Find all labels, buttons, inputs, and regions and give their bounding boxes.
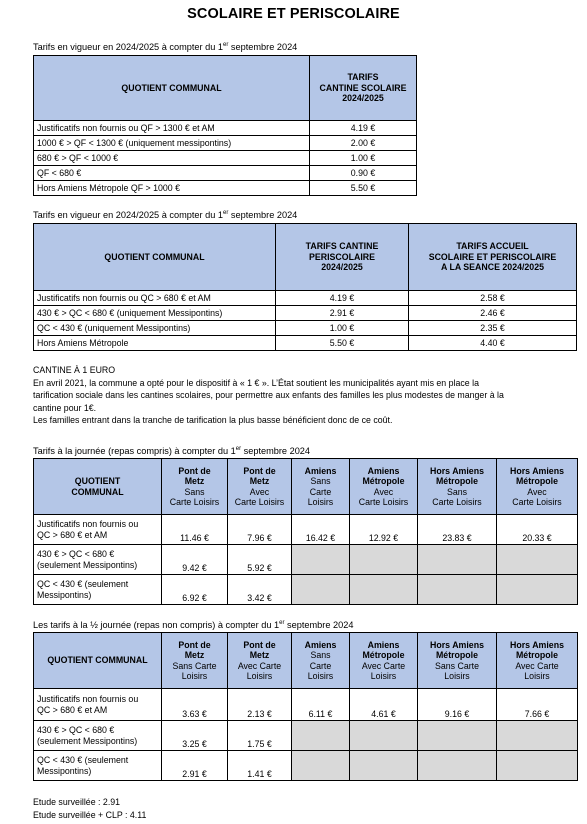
header-sub: Sans Carte [434,660,479,671]
header-sub: Loisirs [307,497,334,507]
row-label: 430 € > QC < 680 € (uniquement Messipontins) [34,306,276,321]
cell-value: 23.83 € [418,515,497,545]
cantine-line: cantine pour 1€. [33,402,97,413]
header-line: Amiens [367,465,400,476]
empty-cell [292,721,350,751]
row-label-line: Messipontins) [37,589,92,600]
table-row [34,181,417,196]
header-line: A LA SEANCE 2024/2025 [440,262,544,273]
cantine-paragraph [33,364,563,427]
header-quotient: QUOTIENT COMMUNAL [34,633,162,689]
caption-text: septembre 2024 [284,620,354,630]
row-label-line: Messipontins) [37,765,92,776]
table-row [34,515,578,545]
header-sub: Loisirs [370,671,397,681]
table-row [34,721,578,751]
header-hors-amiens-avec [497,633,578,689]
header-line: Pont de [178,639,211,650]
empty-cell [497,575,578,605]
row-label [34,575,162,605]
header-line: Hors Amiens [430,465,484,476]
table-accueil-periscolaire [33,223,577,351]
table2-caption [33,210,297,220]
cell-value: 1.75 € [228,721,292,751]
header-quotient: QUOTIENT COMMUNAL [34,56,310,121]
empty-cell [350,545,418,575]
row-label [34,721,162,751]
header-line: Hors Amiens [510,639,564,650]
table-row [34,151,417,166]
caption-sup: er [223,209,229,216]
header-line: TARIFS ACCUEIL [456,241,529,252]
cell-value: 16.42 € [292,515,350,545]
header-sub: Carte Loisirs [512,497,562,507]
header-line: TARIFS CANTINE [305,241,379,252]
caption-text: septembre 2024 [228,210,298,220]
row-label-line: QC < 430 € (seulement [37,579,129,589]
empty-cell [292,575,350,605]
table3-caption [33,446,310,456]
table-row [34,306,577,321]
empty-cell [292,545,350,575]
empty-cell [418,721,497,751]
row-label [34,545,162,575]
row-value: 2.00 € [310,136,417,151]
cell-value: 2.13 € [228,689,292,721]
row-label [34,751,162,781]
header-sub: Carte [309,486,332,497]
row-value: 5.50 € [310,181,417,196]
row-label-line: 430 € > QC < 680 € [37,549,115,559]
header-line: Amiens [304,639,337,650]
row-label: QF < 680 € [34,166,310,181]
table-row [34,121,417,136]
cell-value: 7.66 € [497,689,578,721]
empty-cell [497,545,578,575]
row-label-line: Justificatifs non fournis ou [37,694,139,704]
cell-value: 6.11 € [292,689,350,721]
header-line: TARIFS [347,72,379,83]
row-cantine: 5.50 € [276,336,409,351]
header-sub: Avec Carte [515,660,559,671]
row-label: QC < 430 € (uniquement Messipontins) [34,321,276,336]
cell-value: 3.63 € [162,689,228,721]
header-line: QUOTIENT [74,476,121,486]
table-row [34,321,577,336]
row-cantine: 2.91 € [276,306,409,321]
cell-value: 5.92 € [228,545,292,575]
empty-cell [350,575,418,605]
header-line: Pont de [243,639,276,650]
header-sub: Loisirs [524,671,550,681]
header-hors-amiens-avec [497,459,578,515]
header-line: 2024/2025 [321,262,363,273]
empty-cell [418,545,497,575]
header-sub: Carte Loisirs [234,497,285,507]
empty-cell [292,751,350,781]
table-cantine-scolaire [33,55,417,196]
table-row [34,689,578,721]
header-line: Metz [184,476,205,486]
row-label: Hors Amiens Métropole QF > 1000 € [34,181,310,196]
header-hors-amiens-sans [418,633,497,689]
row-value: 1.00 € [310,151,417,166]
header-amiens-sans [292,633,350,689]
header-line: Metz [249,650,270,660]
header-tarifs-cantine [310,56,417,121]
row-label [34,689,162,721]
empty-cell [350,721,418,751]
header-line: Métropole [515,476,559,486]
page-title: SCOLAIRE ET PERISCOLAIRE [187,6,400,22]
header-line: CANTINE SCOLAIRE [319,82,407,93]
header-line: Metz [249,476,270,486]
header-sub: Sans [184,486,205,497]
cantine-line: Les familles entrant dans la tranche de tarification la plus basse bénéficient donc de ce coût. [33,415,393,426]
empty-cell [418,751,497,781]
table-row [34,136,417,151]
header-line: Hors Amiens [510,465,564,476]
table-row [34,545,578,575]
header-pont-de-metz-sans [162,633,228,689]
header-amiens-sans [292,459,350,515]
row-label-line: QC > 680 € et AM [37,529,108,540]
header-sub: Sans [310,650,331,660]
row-label: Hors Amiens Métropole [34,336,276,351]
row-value: 4.19 € [310,121,417,136]
row-accueil: 2.46 € [409,306,577,321]
header-sub: Carte Loisirs [358,497,409,507]
caption-sup: er [223,41,229,48]
cell-value: 9.42 € [162,545,228,575]
caption-sup: er [279,619,285,626]
header-pont-de-metz-avec [228,459,292,515]
caption-text: Tarifs à la journée (repas compris) à compter du 1 [33,446,236,456]
cell-value: 9.16 € [418,689,497,721]
header-line: Métropole [362,650,405,660]
row-label-line: (seulement Messipontins) [37,735,138,746]
empty-cell [497,721,578,751]
row-label: Justificatifs non fournis ou QC > 680 € et AM [34,291,276,306]
row-label-line: QC < 430 € (seulement [37,755,129,765]
table-row [34,336,577,351]
row-accueil: 2.58 € [409,291,577,306]
caption-text: Tarifs en vigueur en 2024/2025 à compter du 1 [33,210,223,220]
etude-surveillee-clp: Etude surveillée + CLP : 4.11 [33,810,147,820]
row-value: 0.90 € [310,166,417,181]
cell-value: 3.42 € [228,575,292,605]
header-sub: Carte Loisirs [169,497,220,507]
table-row [34,166,417,181]
caption-text: Tarifs en vigueur en 2024/2025 à compter du 1 [33,42,223,52]
header-sub: Avec Carte [237,660,282,671]
row-label: 1000 € > QF < 1300 € (uniquement messipontins) [34,136,310,151]
header-line: 2024/2025 [342,93,384,104]
header-sub: Loisirs [246,671,273,681]
row-label-line: (seulement Messipontins) [37,559,138,570]
table1-caption [33,42,297,52]
table4-caption [33,620,353,630]
cell-value: 11.46 € [162,515,228,545]
cell-value: 1.41 € [228,751,292,781]
cell-value: 3.25 € [162,721,228,751]
header-sub: Loisirs [307,671,334,681]
header-line: Hors Amiens [430,639,484,650]
header-line: Metz [184,650,205,660]
header-sub: Avec [373,486,394,497]
cantine-line: En avril 2021, la commune a opté pour le dispositif à « 1 € ». L’État soutient les municipalités ayant mis en place la [33,377,479,388]
row-label [34,515,162,545]
header-pont-de-metz-sans [162,459,228,515]
header-pont-de-metz-avec [228,633,292,689]
row-label: Justificatifs non fournis ou QF > 1300 € et AM [34,121,310,136]
header-amiens-metropole-avec [350,633,418,689]
header-tarifs-accueil [409,224,577,291]
table-row [34,291,577,306]
cantine-heading: CANTINE À 1 EURO [33,365,116,375]
header-sub: Avec Carte [361,660,406,671]
table-demi-journee [33,632,578,781]
row-label-line: QC > 680 € et AM [37,704,108,715]
caption-sup: er [235,445,242,452]
etude-surveillee: Etude surveillée : 2.91 [33,797,121,807]
header-line: COMMUNAL [71,486,124,497]
header-tarifs-cantine [276,224,409,291]
header-sub: Carte Loisirs [432,497,482,507]
caption-text: septembre 2024 [241,446,311,456]
cell-value: 6.92 € [162,575,228,605]
header-sub: Carte [309,660,332,671]
cell-value: 20.33 € [497,515,578,545]
header-hors-amiens-sans [418,459,497,515]
table-journee [33,458,578,605]
row-cantine: 1.00 € [276,321,409,336]
row-accueil: 4.40 € [409,336,577,351]
header-sub: Avec [527,486,547,497]
header-line: PERISCOLAIRE [309,251,375,262]
cell-value: 4.61 € [350,689,418,721]
header-line: Pont de [243,465,276,476]
caption-text: septembre 2024 [228,42,298,52]
row-label: 680 € > QF < 1000 € [34,151,310,166]
header-line: Métropole [435,476,479,486]
header-line: SCOLAIRE ET PERISCOLAIRE [428,251,557,262]
row-label-line: 430 € > QC < 680 € [37,725,115,735]
header-line: Amiens [367,639,400,650]
table-row [34,575,578,605]
cell-value: 7.96 € [228,515,292,545]
empty-cell [418,575,497,605]
header-line: Amiens [304,465,337,476]
header-quotient: QUOTIENT COMMUNAL [34,224,276,291]
cell-value: 12.92 € [350,515,418,545]
header-sub: Loisirs [181,671,208,681]
row-cantine: 4.19 € [276,291,409,306]
cantine-line: tarification sociale dans les cantines scolaires, pour permettre aux enfants des familles les plus modestes de manger à la [33,390,504,401]
empty-cell [497,751,578,781]
header-line: Métropole [515,650,559,660]
row-accueil: 2.35 € [409,321,577,336]
header-line: Pont de [178,465,211,476]
empty-cell [350,751,418,781]
header-sub: Sans [446,486,468,497]
header-sub: Sans [310,476,331,486]
header-amiens-metropole-avec [350,459,418,515]
header-sub: Loisirs [444,671,470,681]
header-line: Métropole [435,650,479,660]
header-sub: Avec [249,486,270,497]
cell-value: 2.91 € [162,751,228,781]
header-line: Métropole [362,476,405,486]
table-row [34,751,578,781]
caption-text: Les tarifs à la ½ journée (repas non compris) à compter du 1 [33,620,280,630]
row-label-line: Justificatifs non fournis ou [37,519,139,529]
header-quotient [34,459,162,515]
header-sub: Sans Carte [172,660,217,671]
